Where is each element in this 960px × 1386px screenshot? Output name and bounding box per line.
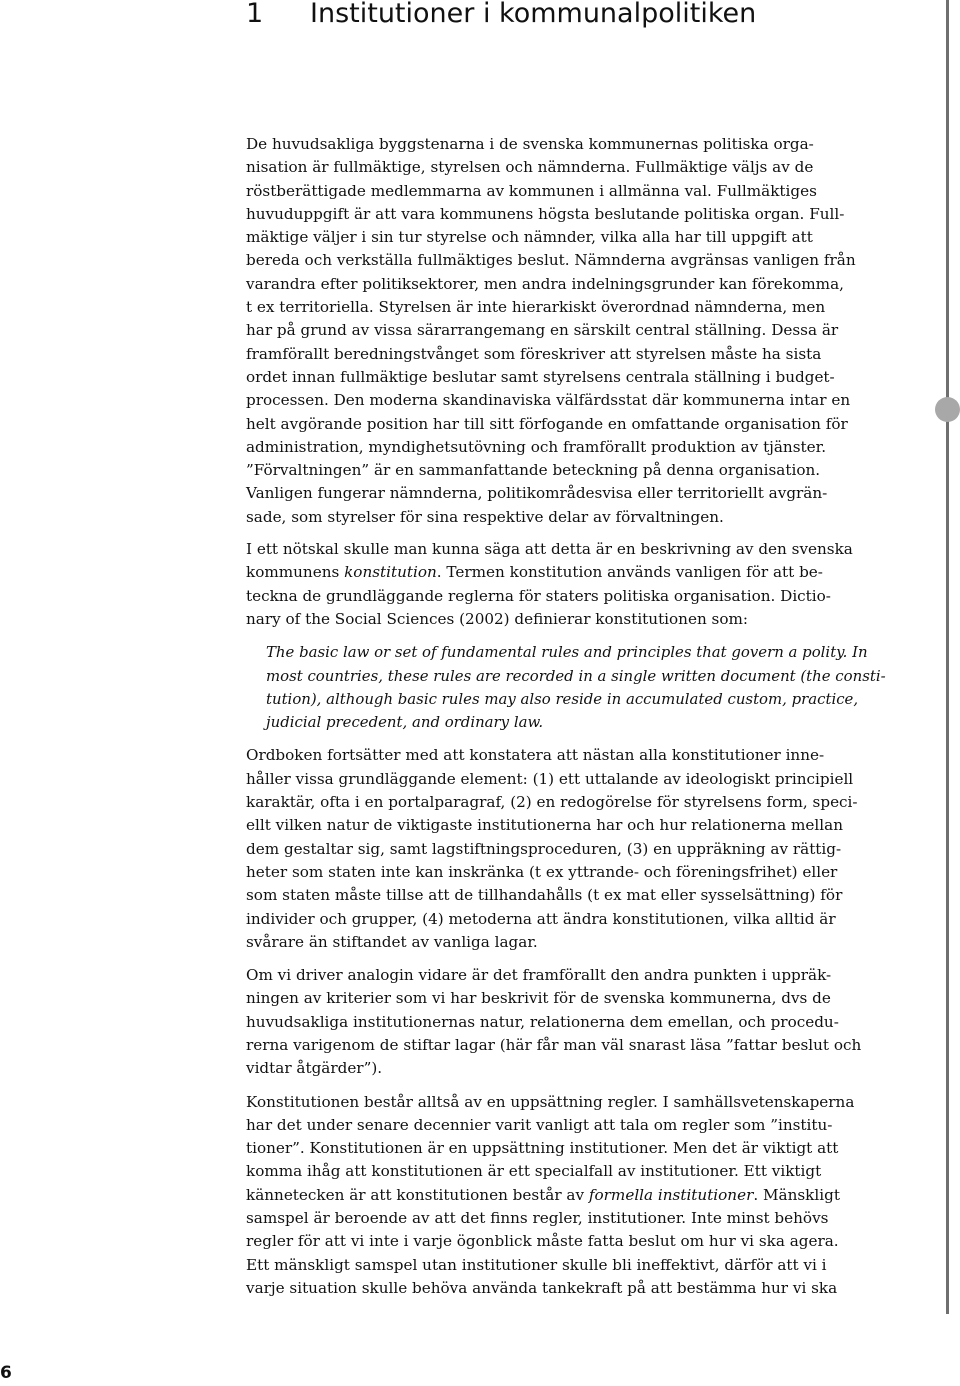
text-line: Vanligen fungerar nämnderna, politikområdesvisa eller territoriellt avgrän- xyxy=(246,484,828,503)
text-line: nary of the Social Sciences (2002) definierar konstitutionen som: xyxy=(246,609,749,628)
text-line: ellt vilken natur de viktigaste institutionerna har och hur relationerna mellan xyxy=(246,816,843,835)
text-line: mäktige väljer i sin tur styrelse och nämnder, vilka alla har till uppgift att xyxy=(246,228,813,247)
text-line: har på grund av vissa särarrangemang en särskilt central ställning. Dessa är xyxy=(246,321,839,340)
chapter-number: 1 xyxy=(246,0,264,29)
text-line: ordet innan fullmäktige beslutar samt styrelsens centrala ställning i budget- xyxy=(246,367,835,386)
text-line: helt avgörande position har till sitt förfogande en omfattande organisation för xyxy=(246,414,848,433)
text-line: De huvudsakliga byggstenarna i de svenska kommunernas politiska orga- xyxy=(246,135,814,153)
margin-marker xyxy=(935,397,960,422)
text-line: huvudsakliga institutionernas natur, relationerna dem emellan, och procedu- xyxy=(246,1012,839,1031)
paragraph xyxy=(246,964,872,1080)
text-line: rerna varigenom de stiftar lagar (här får man väl snarast läsa ”fattar beslut och xyxy=(246,1035,862,1054)
text-line: Ett mänskligt samspel utan institutioner skulle bli ineffektivt, därför att vi i xyxy=(246,1255,827,1274)
text-line: teckna de grundläggande reglerna för staters politiska organisation. Dictio- xyxy=(246,586,831,605)
text-line: individer och grupper, (4) metoderna att ändra konstitutionen, vilka alltid är xyxy=(246,909,836,928)
text-line: komma ihåg att konstitutionen är ett specialfall av institutioner. Ett viktigt xyxy=(246,1162,822,1181)
text-line: varje situation skulle behöva använda tankekraft på att bestämma hur vi ska xyxy=(246,1278,838,1297)
text-line: Konstitutionen består alltså av en uppsättning regler. I samhällsvetenskaperna xyxy=(246,1092,855,1111)
text-line: regler för att vi inte i varje ögonblick måste fatta beslut om hur vi ska agera. xyxy=(246,1232,839,1251)
text-line: sade, som styrelser för sina respektive delar av förvaltningen. xyxy=(246,507,724,526)
text-line: kännetecken är att konstitutionen består av formella institutioner. Mänskligt xyxy=(246,1185,840,1204)
text-line: I ett nötskal skulle man kunna säga att detta är en beskrivning av den svenska xyxy=(246,540,853,559)
emphasized-term: konstitution xyxy=(344,563,437,582)
text-line: heter som staten inte kan inskränka (t ex yttrande- och föreningsfrihet) eller xyxy=(246,862,838,881)
text-line: tution), although basic rules may also reside in accumulated custom, practice, xyxy=(266,689,859,708)
text-line: framförallt beredningstvånget som föreskriver att styrelsen måste ha sista xyxy=(246,344,822,363)
text-line: The basic law or set of fundamental rules and principles that govern a polity. In xyxy=(266,643,868,662)
text-line: varandra efter politiksektorer, men andra indelningsgrunder kan förekomma, xyxy=(246,274,844,293)
paragraph xyxy=(246,133,872,529)
chapter-title: Institutioner i kommunalpolitiken xyxy=(310,0,757,29)
text-line: tioner”. Konstitutionen är en uppsättning institutioner. Men det är viktigt att xyxy=(246,1139,839,1158)
text-line: judicial precedent, and ordinary law. xyxy=(266,713,544,732)
text-line: administration, myndighetsutövning och framförallt produktion av tjänster. xyxy=(246,437,827,456)
text-line: karaktär, ofta i en portalparagraf, (2) en redogörelse för styrelsens form, speci- xyxy=(246,793,858,812)
text-line: röstberättigade medlemmarna av kommunen i allmänna val. Fullmäktiges xyxy=(246,181,817,200)
text-line: vidtar åtgärder”). xyxy=(246,1059,383,1078)
block-quote xyxy=(266,641,886,734)
emphasized-term: formella institutioner xyxy=(588,1185,754,1204)
paragraph xyxy=(246,1091,872,1301)
text-line: samspel är beroende av att det finns regler, institutioner. Inte minst behövs xyxy=(246,1209,829,1228)
text-line: processen. Den moderna skandinaviska välfärdsstat där kommunerna intar en xyxy=(246,391,851,410)
text-line: har det under senare decennier varit vanligt att tala om regler som ”institu- xyxy=(246,1115,833,1134)
text-line: Om vi driver analogin vidare är det framförallt den andra punkten i uppräk- xyxy=(246,966,832,985)
text-line: most countries, these rules are recorded in a single written document (the consti- xyxy=(266,666,886,685)
paragraph xyxy=(246,538,872,631)
text-line: kommunens konstitution. Termen konstitution används vanligen för att be- xyxy=(246,563,823,582)
text-line: huvuduppgift är att vara kommunens högsta beslutande politiska organ. Full- xyxy=(246,204,845,223)
text-line: t ex territoriella. Styrelsen är inte hierarkiskt överordnad nämnderna, men xyxy=(246,298,826,317)
margin-rule xyxy=(946,0,949,1314)
text-line: som staten måste tillse att de tillhandahålls (t ex mat eller sysselsättning) för xyxy=(246,886,843,905)
text-line: ”Förvaltningen” är en sammanfattande beteckning på denna organisation. xyxy=(246,461,821,480)
text-line: ningen av kriterier som vi har beskrivit för de svenska kommunerna, dvs de xyxy=(246,989,831,1008)
text-line: nisation är fullmäktige, styrelsen och nämnderna. Fullmäktige väljs av de xyxy=(246,158,814,177)
body-text xyxy=(246,133,886,1300)
paragraph xyxy=(246,744,872,954)
text-line: dem gestaltar sig, samt lagstiftningsproceduren, (3) en uppräkning av rättig- xyxy=(246,839,842,858)
text-line: svårare än stiftandet av vanliga lagar. xyxy=(246,932,538,951)
text-line: bereda och verkställa fullmäktiges beslut. Nämnderna avgränsas vanligen från xyxy=(246,251,856,270)
text-line: håller vissa grundläggande element: (1) ett uttalande av ideologiskt principiell xyxy=(246,769,854,788)
text-line: Ordboken fortsätter med att konstatera att nästan alla konstitutioner inne- xyxy=(246,746,825,765)
page-number: 6 xyxy=(0,1363,12,1383)
